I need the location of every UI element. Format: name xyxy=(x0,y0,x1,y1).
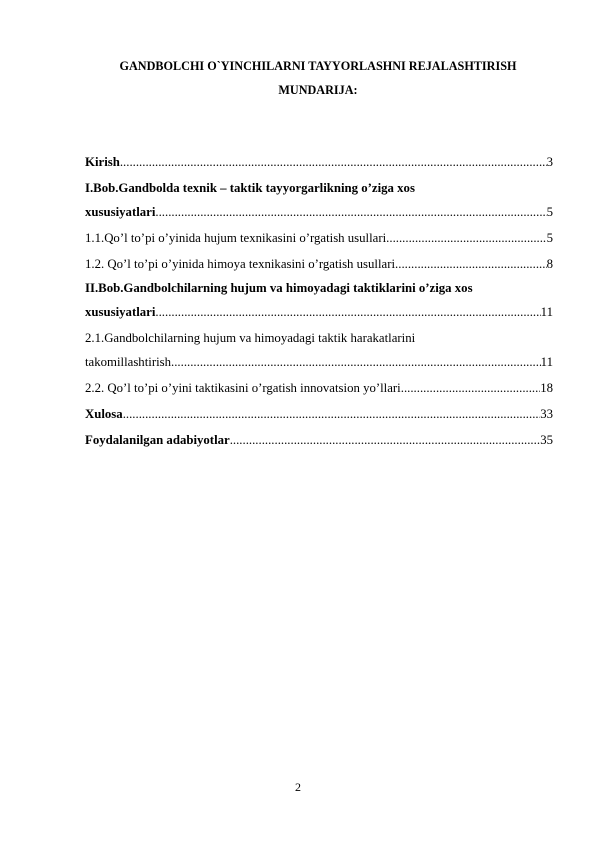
toc-entry-section-1-2 xyxy=(85,252,553,276)
toc-entry-title-line1: II.Bob.Gandbolchilarning hujum va himoyadagi taktiklarini o’ziga xos xyxy=(85,281,473,295)
toc-entry-title-line2: takomillashtirish xyxy=(85,355,172,369)
toc-entry-section-1-1 xyxy=(85,226,553,250)
toc-entry-title-line1: I.Bob.Gandbolda texnik – taktik tayyorgarlikning o’ziga xos xyxy=(85,181,415,195)
toc-page-number: 3 xyxy=(546,155,553,169)
toc-entry-title-line2: xususiyatlari xyxy=(85,305,156,319)
toc-page-number: 5 xyxy=(546,231,553,245)
document-title: GANDBOLCHI O`YINCHILARNI TAYYORLASHNI REJALASHTIRISH xyxy=(119,59,517,73)
toc-leader-dots xyxy=(155,300,540,324)
toc-leader-dots xyxy=(123,402,541,426)
toc-leader-dots xyxy=(155,200,546,224)
toc-entry-title: 2.2. Qo’l to’pi o’yini taktikasini o’rgatish innovatsion yo’llari xyxy=(85,381,401,395)
table-of-contents xyxy=(85,150,553,452)
toc-entry-section-2-1 xyxy=(85,326,553,374)
toc-leader-dots xyxy=(120,150,547,174)
toc-entry-title: Xulosa xyxy=(85,407,123,421)
toc-entry-title: Kirish xyxy=(85,155,120,169)
toc-page-number: 11 xyxy=(540,355,553,369)
toc-leader-dots xyxy=(395,252,547,276)
toc-leader-dots xyxy=(230,428,541,452)
toc-entry-chapter-1 xyxy=(85,176,553,224)
toc-page-number: 18 xyxy=(540,381,553,395)
toc-page-number: 5 xyxy=(546,205,553,219)
toc-entry-title-line1: 2.1.Gandbolchilarning hujum va himoyadagi taktik harakatlarini xyxy=(85,331,416,345)
toc-entry-section-2-2 xyxy=(85,376,553,400)
toc-leader-dots xyxy=(386,226,546,250)
page-number: 2 xyxy=(295,780,301,794)
toc-entry-title: 1.2. Qo’l to’pi o’yinida himoya texnikasini o’rgatish usullari xyxy=(85,257,396,271)
toc-entry-chapter-2 xyxy=(85,276,553,324)
toc-page-number: 11 xyxy=(540,305,553,319)
toc-page-number: 8 xyxy=(546,257,553,271)
toc-page-number: 35 xyxy=(540,433,553,447)
toc-leader-dots xyxy=(401,376,540,400)
toc-entry-title-line2: xususiyatlari xyxy=(85,205,156,219)
toc-page-number: 33 xyxy=(540,407,553,421)
toc-leader-dots xyxy=(171,350,541,374)
toc-entry-title: 1.1.Qo’l to’pi o’yinida hujum texnikasini o’rgatish usullari xyxy=(85,231,387,245)
toc-entry-title: Foydalanilgan adabiyotlar xyxy=(85,433,230,447)
toc-entry-introduction xyxy=(85,150,553,174)
toc-heading: MUNDARIJA: xyxy=(278,83,358,97)
toc-entry-references xyxy=(85,428,553,452)
toc-entry-conclusion xyxy=(85,402,553,426)
